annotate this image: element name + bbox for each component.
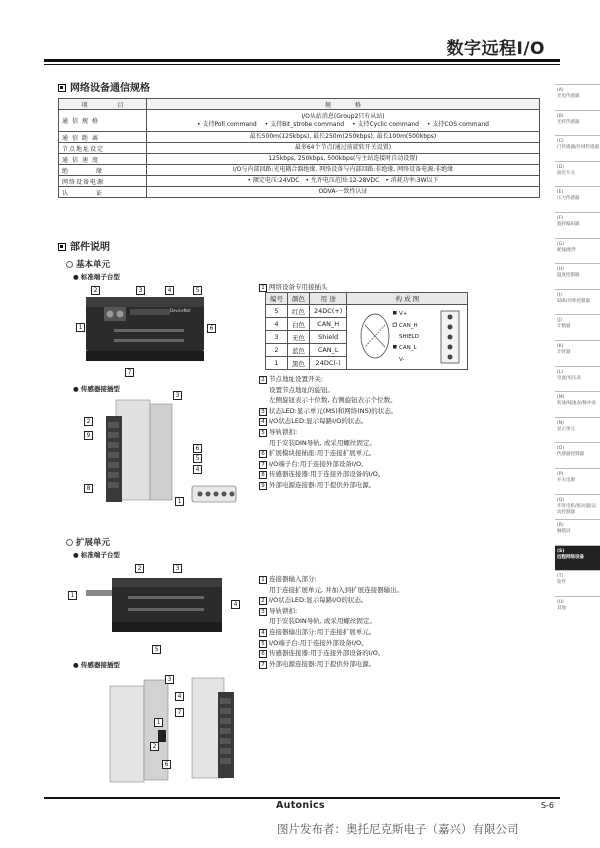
spec-heading-text: 网络设备通信规格 (70, 83, 150, 94)
row-label: 通信距离 (59, 132, 147, 143)
ext-unit-heading-text: 扩展单元 (76, 538, 111, 548)
desc-row (259, 648, 403, 659)
basic-terminal-type-label: ● 标准端子台型 (73, 273, 120, 281)
desc-text: 左侧旋钮表示十位数, 右侧旋钮表示个位数。 (269, 396, 397, 405)
callout-9: 9 (84, 431, 93, 440)
header-rule (44, 59, 560, 62)
table-header-item: 项 目 (59, 99, 147, 110)
side-tab-code: (D) (557, 164, 564, 170)
basic-sensor-type-label: ● 传感器接插型 (73, 385, 120, 393)
desc-row (259, 574, 403, 585)
desc-row (259, 480, 397, 491)
side-tab-code: (L) (557, 369, 564, 375)
side-tab-code: (C) (557, 139, 564, 145)
desc-row (259, 459, 397, 470)
side-tab-name: 配线/配件 (557, 247, 577, 253)
desc-row (259, 469, 397, 480)
table-header-row (266, 293, 468, 305)
side-tab-d[interactable] (555, 161, 600, 187)
side-tab-name: 显示单元 (557, 426, 575, 432)
connector-plug-image (190, 482, 238, 506)
row-value: 最多64个节点(通过前旋转开关设置) (147, 143, 540, 154)
pin-no: 4 (266, 318, 288, 331)
desc-text: 外部电源连接器:用于提供外部电源。 (269, 480, 376, 489)
side-tab-code: (P) (557, 471, 564, 477)
row-label: 网络设备电源 (59, 176, 147, 187)
side-tab-n[interactable] (555, 417, 600, 443)
side-tab-code: (R) (557, 523, 564, 529)
side-tab-name: 接近开关 (557, 170, 575, 176)
diagram-label-canh: CAN_H (399, 323, 418, 329)
table-row (59, 110, 540, 132)
side-tab-name: 计数器 (557, 324, 571, 330)
desc-text: 设置节点地址的旋钮。 (269, 385, 334, 394)
ext-terminal-type-label: ● 标准端子台型 (73, 551, 120, 559)
side-tab-code: (B) (557, 113, 564, 119)
page-number: S-6 (540, 801, 554, 810)
parts-heading-text: 部件说明 (70, 242, 110, 253)
row-value: • 额定电压:24VDC • 允许电压范围:12-28VDC • 消耗功率:3W以下 (147, 176, 540, 187)
row-value: 125kbps, 250kbps, 500kbps(与主站连接时自动设置) (147, 154, 540, 165)
desc-text: 节点地址设置开关: (269, 375, 324, 383)
side-tab-q[interactable] (555, 494, 600, 520)
desc-row (259, 606, 403, 617)
col-color: 颜色 (288, 293, 310, 305)
desc-text: 连接器输出部分:用于连接扩展单元。 (269, 627, 376, 636)
col-diagram: 构 成 图 (347, 293, 468, 305)
ext-terminal-device-image (82, 562, 242, 647)
side-tab-name: 步进电机/驱动器/运动控制器 (557, 503, 597, 515)
circle-bullet-icon (66, 261, 73, 268)
pin-use: 24DC(+) (310, 305, 347, 318)
side-tab-code: (N) (557, 420, 564, 426)
desc-row (259, 395, 397, 406)
side-tab-l[interactable] (555, 366, 600, 392)
ext-sensor-device-image (100, 672, 250, 790)
callout-6: 6 (207, 324, 216, 333)
connector-heading-text: 网络设备专用接插头 (269, 283, 328, 291)
desc-row (259, 585, 403, 596)
side-tab-k[interactable] (555, 340, 600, 366)
side-tab-name: 光电传感器 (557, 94, 580, 99)
table-row (59, 176, 540, 187)
parts-section-heading (58, 238, 110, 253)
row-label: 认证 (59, 187, 147, 198)
row-value (147, 110, 540, 132)
desc-text: 导轨锁扣: (269, 606, 298, 615)
connector-heading (259, 282, 328, 293)
pin-no: 5 (266, 305, 288, 318)
row-label: 节点地址设定 (59, 143, 147, 154)
desc-num: 3 (259, 608, 267, 616)
feature-bit-strobe: • 支持Bit_strobe command (264, 120, 345, 128)
ext-sensor-type-label: ● 传感器接插型 (73, 661, 120, 669)
basic-unit-heading (66, 258, 110, 270)
callout-5: 5 (193, 454, 202, 463)
callout-1: 1 (76, 323, 85, 332)
basic-descriptions (259, 374, 397, 491)
diagram-label-canl: CAN_L (399, 345, 417, 351)
desc-row (259, 416, 397, 427)
side-tab-name: 传感器控制器 (557, 452, 584, 458)
side-tab-m[interactable] (555, 391, 600, 417)
side-tab-f[interactable] (555, 212, 600, 238)
desc-num: 4 (259, 418, 267, 426)
basic-unit-heading-text: 基本单元 (76, 260, 111, 270)
table-row (59, 154, 540, 165)
pin-use: CAN_H (310, 318, 347, 331)
page-title: 数字远程I/O (446, 39, 545, 59)
table-row (59, 165, 540, 176)
side-tab-name: 其他 (557, 605, 566, 611)
footer-rule (44, 797, 560, 799)
row-label: 通信规格 (59, 110, 147, 132)
callout-5: 5 (193, 286, 202, 295)
desc-num: 6 (259, 650, 267, 658)
callout-1: 1 (68, 591, 77, 600)
desc-row (259, 438, 397, 449)
desc-text: I/O端子台:用于连接外部设备I/O。 (269, 459, 368, 468)
desc-text: 用于安装DIN导轨, 或采用螺丝固定。 (269, 438, 376, 447)
side-tab-r[interactable] (555, 519, 600, 545)
side-tab-name: 门传感器/区域传感器 (557, 145, 600, 151)
desc-num: 4 (259, 629, 267, 637)
callout-4: 4 (193, 465, 202, 474)
side-tab-code: (H) (557, 267, 564, 273)
command-features (150, 121, 536, 129)
row-value: 最长500m(125kbps), 最长250m(250kbps), 最长100m(500kbps) (147, 132, 540, 143)
row-value-line: I/O从站消息(Group2只有从站) (301, 112, 385, 120)
col-use: 用 途 (310, 293, 347, 305)
side-tab-code: (Q) (557, 497, 565, 503)
side-tab-code: (K) (557, 343, 564, 349)
table-header-spec: 规 格 (147, 99, 540, 110)
desc-row (259, 627, 403, 638)
side-tab-i[interactable] (555, 289, 600, 315)
diagram-label-shield: SHIELD (399, 334, 420, 340)
desc-num: 2 (259, 597, 267, 605)
side-tab-name: SSR/功率控制器 (557, 298, 590, 304)
side-tab-name: 计时器 (557, 349, 571, 355)
desc-text: 传感器连接器:用于连接外部设备的I/O。 (269, 470, 385, 479)
side-tab-code: (I) (557, 292, 562, 298)
callout-2: 2 (135, 564, 144, 573)
callout-3: 3 (173, 564, 182, 573)
feature-cos: • 支持COS command (426, 120, 489, 128)
side-tab-j[interactable] (555, 314, 600, 340)
pin-use: 24DC(-) (310, 357, 347, 370)
side-tab-code: (O) (557, 446, 565, 452)
desc-text: 状态LED:显示单元(MS)和网络(NS)的状态。 (269, 406, 398, 415)
desc-num: 8 (259, 471, 267, 479)
desc-num: 5 (259, 429, 267, 437)
ext-unit-heading (66, 536, 110, 548)
desc-text: 连接器输入部分: (269, 575, 317, 583)
side-tab-name: 温度控制器 (557, 273, 580, 279)
side-tab-code: (E) (557, 190, 564, 196)
desc-row (259, 385, 397, 396)
side-tab-o[interactable] (555, 442, 600, 468)
side-tab-h[interactable] (555, 263, 600, 289)
pin-no: 1 (266, 357, 288, 370)
desc-row (259, 406, 397, 417)
desc-num: 1 (259, 576, 267, 584)
desc-row (259, 638, 403, 649)
desc-row (259, 616, 403, 627)
side-tab-code: (J) (557, 318, 562, 324)
pin-color: 白色 (288, 318, 310, 331)
row-value: ODVA-一致性认证 (147, 187, 540, 198)
side-tab-name: 软件 (557, 580, 566, 586)
row-label: 通信速度 (59, 154, 147, 165)
connector-diagram (347, 305, 468, 370)
side-tab-b[interactable] (555, 110, 600, 136)
spec-section-heading (58, 79, 150, 94)
side-tab-code: (F) (557, 215, 564, 221)
pin-use: Shield (310, 331, 347, 344)
callout-3: 3 (173, 391, 182, 400)
desc-num: 7 (259, 661, 267, 669)
callout-1: 1 (154, 718, 163, 727)
side-tab-name: 旋转编码器 (557, 221, 580, 227)
spec-table (58, 98, 540, 198)
callout-5: 5 (152, 645, 161, 654)
desc-row (259, 595, 403, 606)
side-tab-e[interactable] (555, 186, 600, 212)
desc-text: I/O端子台:用于连接外部设备I/O。 (269, 638, 368, 647)
side-tab-a[interactable] (555, 84, 600, 110)
section-square-icon (58, 84, 66, 92)
desc-row (259, 659, 403, 670)
ext-descriptions (259, 574, 403, 669)
side-tab-c[interactable] (555, 135, 600, 161)
desc-num: 7 (259, 461, 267, 469)
callout-2: 2 (150, 742, 159, 751)
pin-color: 红色 (288, 305, 310, 318)
side-tab-name: 转速/线速表/脉冲表 (557, 401, 597, 407)
diagram-label-vminus: V- (399, 357, 405, 363)
desc-text: 导轨锁扣: (269, 427, 298, 436)
side-tab-name: 触摸屏 (557, 529, 571, 535)
callout-7: 7 (125, 368, 134, 377)
side-tab-code: (G) (557, 241, 564, 247)
callout-6: 6 (193, 444, 202, 453)
desc-num: 5 (259, 640, 267, 648)
callout-6: 6 (162, 760, 171, 769)
brand-logo: Autonics (276, 800, 325, 811)
desc-row (259, 374, 397, 385)
side-tab-name: 光纤传感器 (557, 119, 580, 125)
pin-color: 蓝色 (288, 344, 310, 357)
pin-no: 2 (266, 344, 288, 357)
feature-poll: • 支持Poll command (197, 120, 257, 128)
desc-text: 扩展模块接插座:用于连接扩展单元。 (269, 449, 376, 458)
desc-num: 6 (259, 450, 267, 458)
callout-1: 1 (259, 284, 267, 292)
table-row (59, 187, 540, 198)
desc-text: 外部电源连接器:用于提供外部电源。 (269, 659, 376, 668)
pin-use: CAN_L (310, 344, 347, 357)
callout-7: 7 (175, 708, 184, 717)
desc-text: I/O状态LED:显示每路I/O的状态。 (269, 596, 368, 605)
callout-2: 2 (91, 286, 100, 295)
circle-bullet-icon (66, 539, 73, 546)
side-tab-s[interactable] (555, 545, 600, 571)
desc-num: 3 (259, 408, 267, 416)
callout-2: 2 (84, 417, 93, 426)
pin-color: 黑色 (288, 357, 310, 370)
table-row (266, 305, 468, 318)
desc-text: 用于安装DIN导轨, 或采用螺丝固定。 (269, 617, 376, 626)
feature-cyclic: • 支持Cyclic command (352, 120, 419, 128)
callout-4: 4 (231, 600, 240, 609)
col-no: 编号 (266, 293, 288, 305)
pin-no: 3 (266, 331, 288, 344)
desc-num: 2 (259, 376, 267, 384)
pin-color: 无色 (288, 331, 310, 344)
side-tab-index (555, 84, 600, 621)
table-row (59, 132, 540, 143)
side-tab-code: (M) (557, 395, 565, 401)
callout-3: 3 (165, 675, 174, 684)
side-tab-name: 远程网络设备 (557, 554, 584, 560)
basic-terminal-device-image (74, 283, 224, 378)
side-tab-name: 压力传感器 (557, 196, 580, 202)
desc-row (259, 427, 397, 438)
connector-diagram-image (347, 305, 467, 367)
side-tab-name: 电流/电压表 (557, 375, 582, 381)
callout-3: 3 (136, 286, 145, 295)
table-header-row (59, 99, 540, 110)
device-brand-text: DeviceNet (170, 308, 191, 313)
side-tab-code: (T) (557, 574, 564, 580)
image-credit: 图片发布者：奥托尼克斯电子（嘉兴）有限公司 (277, 822, 519, 836)
callout-4: 4 (175, 692, 184, 701)
desc-text: 传感器连接器:用于连接外部设备的I/O。 (269, 649, 385, 658)
side-tab-name: 开关电源 (557, 477, 575, 483)
row-value: I/O与内部回路:光电耦合器绝缘, 网络设备与内部回路:非绝缘, 网络设备电源:非绝缘 (147, 165, 540, 176)
section-square-icon (58, 243, 66, 251)
side-tab-code: (U) (557, 599, 564, 605)
diagram-label-vplus: V+ (399, 311, 408, 317)
callout-4: 4 (165, 286, 174, 295)
callout-8: 8 (84, 484, 93, 493)
side-tab-code: (S) (557, 548, 565, 554)
header-rule-thin (44, 64, 560, 65)
table-row (59, 143, 540, 154)
desc-text: I/O状态LED:显示每路I/O的状态。 (269, 417, 368, 426)
side-tab-code: (A) (557, 88, 564, 93)
side-tab-g[interactable] (555, 238, 600, 264)
row-label: 绝缘 (59, 165, 147, 176)
side-tab-p[interactable] (555, 468, 600, 494)
desc-row (259, 448, 397, 459)
desc-num: 9 (259, 482, 267, 490)
connector-pin-table (265, 292, 468, 370)
side-tab-u[interactable] (555, 596, 600, 622)
side-tab-t[interactable] (555, 570, 600, 596)
desc-text: 用于连接扩展单元, 并加入到扩展连接器输出。 (269, 585, 404, 594)
callout-1: 1 (175, 497, 184, 506)
